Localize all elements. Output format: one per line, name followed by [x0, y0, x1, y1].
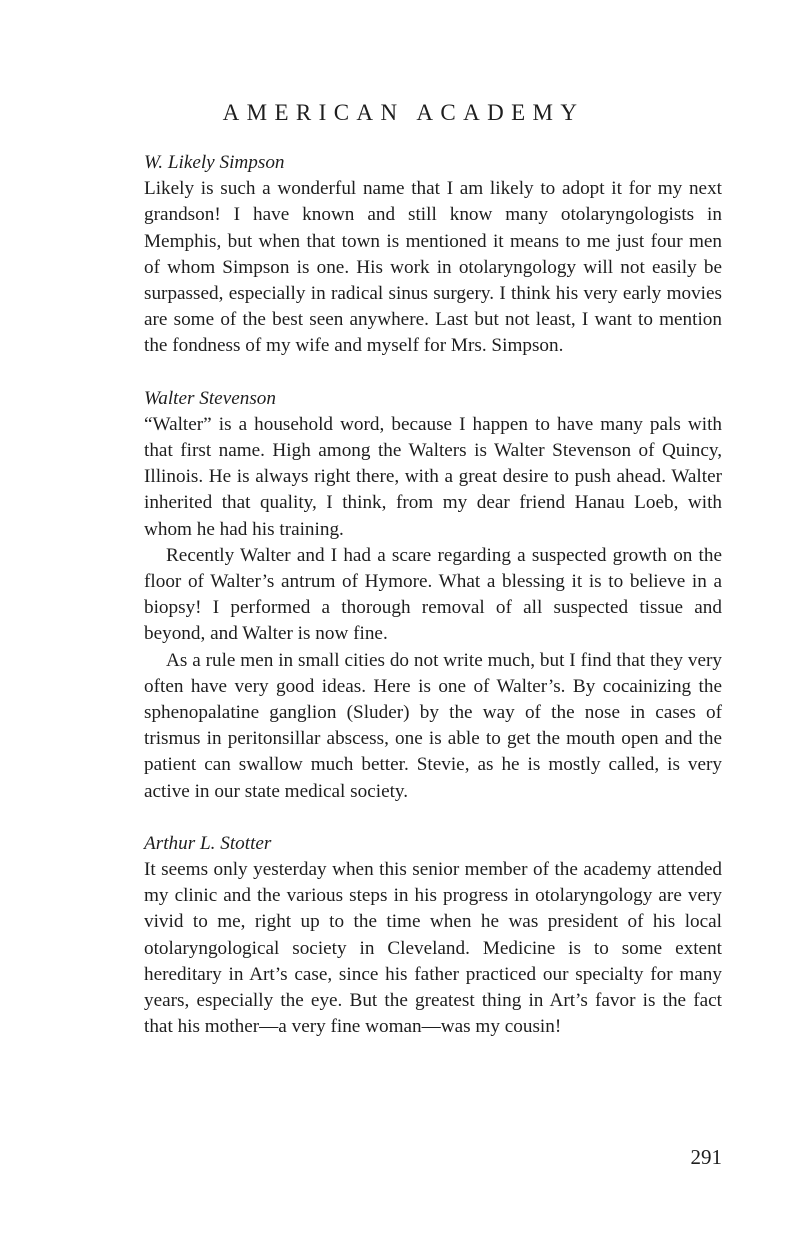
section-simpson	[144, 150, 722, 360]
page-number: 291	[690, 1145, 722, 1169]
section-stotter	[144, 831, 722, 1041]
running-head: AMERICAN ACADEMY	[222, 100, 585, 125]
paragraph: As a rule men in small cities do not write much, but I find that they very often have very good ideas. Here is one of Walter’s. By cocainizing the sphenopalatine ganglion (Sluder) by the way of the nose in cases of trismus in peritonsillar abscess, one is able to get the mouth open and the patient can swallow much better. Stevie, as he is mostly called, is very active in our state medical society.	[144, 649, 722, 802]
section-spacer	[144, 805, 722, 831]
paragraph: Recently Walter and I had a scare regarding a suspected growth on the floor of Walter’s antrum of Hymore. What a blessing it is to believe in a biopsy! I performed a thorough removal of all suspected tissue and beyond, and Walter is now fine.	[144, 544, 722, 645]
page-body	[144, 150, 722, 1041]
paragraph: It seems only yesterday when this senior member of the academy attended my clinic and the various steps in his progress in otolaryngology are very vivid to me, right up to the time when he was president of his local otolaryngological society in Cleveland. Medicine is to some extent hereditary in Art’s case, since his father practiced our specialty for many years, especially the eye. But the greatest thing in Art’s favor is the fact that his mother—a very fine woman—was my cousin!	[144, 859, 722, 1038]
section-spacer	[144, 360, 722, 386]
section-heading: Walter Stevenson	[144, 387, 276, 409]
section-heading: Arthur L. Stotter	[144, 832, 272, 854]
section-stevenson	[144, 386, 722, 805]
paragraph: “Walter” is a household word, because I happen to have many pals with that first name. High among the Walters is Walter Stevenson of Quincy, Illinois. He is always right there, with a great desire to push ahead. Walter inherited that quality, I think, from my dear friend Hanau Loeb, with whom he had his training.	[144, 413, 722, 540]
paragraph: Likely is such a wonderful name that I am likely to adopt it for my next grandson! I have known and still know many otolaryngologists in Memphis, but when that town is mentioned it means to me just four men of whom Simpson is one. His work in otolaryngology will not easily be surpassed, especially in radical sinus surgery. I think his very early movies are some of the best seen anywhere. Last but not least, I want to mention the fondness of my wife and myself for Mrs. Simpson.	[144, 178, 722, 357]
section-heading: W. Likely Simpson	[144, 152, 285, 173]
